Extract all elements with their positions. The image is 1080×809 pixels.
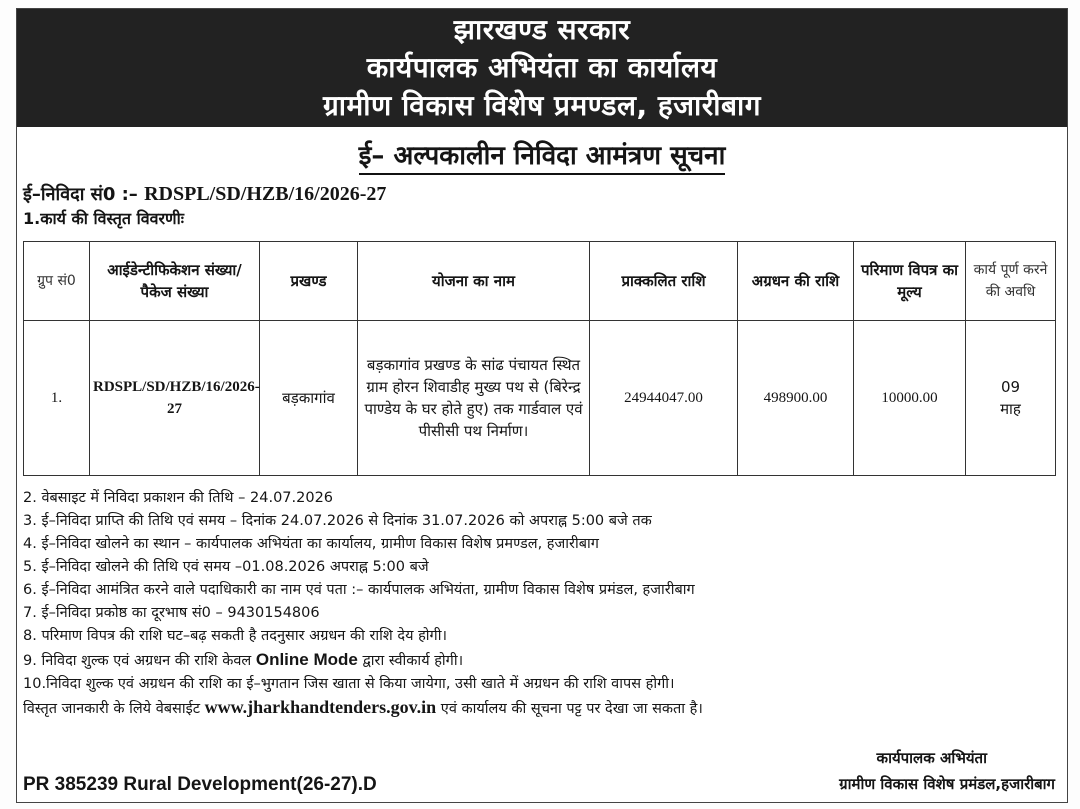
period-value: 09 (1000, 378, 1021, 396)
cell-package: RDSPL/SD/HZB/16/2026-27 (90, 321, 260, 476)
office-name: कार्यपालक अभियंता का कार्यालय (366, 51, 718, 84)
work-details-table (23, 241, 1056, 476)
table-header-row (24, 242, 1056, 321)
notice-title: ई– अल्पकालीन निविदा आमंत्रण सूचना (17, 141, 1067, 171)
cell-earnest: 498900.00 (738, 321, 854, 476)
section-heading: 1.कार्य की विस्तृत विवरणीः (23, 209, 184, 228)
cell-period (966, 321, 1056, 476)
period-unit: माह (1000, 400, 1021, 418)
website-link[interactable]: www.jharkhandtenders.gov.in (204, 697, 437, 717)
note-7: 7. ई–निविदा प्रकोष्ठ का दूरभाष सं0 – 9430154806 (23, 605, 320, 621)
col-bill: परिमाण विपत्र का मूल्य (854, 242, 966, 321)
col-group: ग्रुप सं0 (24, 242, 90, 321)
division-name: ग्रामीण विकास विशेष प्रमण्डल, हजारीबाग (322, 89, 761, 122)
online-mode-text: Online Mode (255, 650, 358, 669)
col-scheme: योजना का नाम (358, 242, 590, 321)
col-period: कार्य पूर्ण करने की अवधि (966, 242, 1056, 321)
tender-notice (16, 8, 1068, 803)
cell-bill: 10000.00 (854, 321, 966, 476)
cell-estimate: 24944047.00 (590, 321, 738, 476)
cell-group: 1. (24, 321, 90, 476)
note-4: 4. ई–निविदा खोलने का स्थान – कार्यपालक अभियंता का कार्यालय, ग्रामीण विकास विशेष प्रमण्डल, हजारीबाग (23, 536, 599, 552)
notes-list (23, 487, 1063, 721)
reference-label: ई–निविदा सं0 :– (23, 184, 138, 205)
note-6: 6. ई–निविदा आमंत्रित करने वाले पदाधिकारी का नाम एवं पता :– कार्यपालक अभियंता, ग्रामीण विकास विशेष प्रमंडल, हजारीबाग (23, 582, 695, 598)
table-row (24, 321, 1056, 476)
reference-value: RDSPL/SD/HZB/16/2026-27 (144, 183, 387, 205)
pr-number: PR 385239 Rural Development(26-27).D (23, 774, 377, 795)
note-2: 2. वेबसाइट में निविदा प्रकाशन की तिथि – 24.07.2026 (23, 490, 334, 506)
signature-office: ग्रामीण विकास विशेष प्रमंडल,हजारीबाग (839, 775, 1055, 793)
govt-name: झारखण्ड सरकार (453, 13, 631, 46)
header-banner (17, 9, 1067, 127)
note-5: 5. ई–निविदा खोलने की तिथि एवं समय –01.08.2026 अपराह्न 5:00 बजे (23, 559, 429, 575)
note-8: 8. परिमाण विपत्र की राशि घट–बढ़ सकती है तदनुसार अग्रधन की राशि देय होगी। (23, 628, 447, 644)
cell-block: बड़कागांव (260, 321, 358, 476)
col-estimate: प्राक्कलित राशि (590, 242, 738, 321)
note-10: 10.निविदा शुल्क एवं अग्रधन की राशि का ई–भुगतान जिस खाता से किया जायेगा, उसी खाते में अग्रधन की राशि वापस होगी। (23, 676, 675, 692)
col-package: आईडेन्टीफिकेशन संख्या/पैकेज संख्या (90, 242, 260, 321)
cell-scheme: बड़कागांव प्रखण्ड के सांढ पंचायत स्थित ग्राम होरन शिवाडीह मुख्य पथ से (बिरेन्द्र पाण्डेय के घर होते हुए) तक गार्डवाल एवं पीसीसी पथ निर्माण। (358, 321, 590, 476)
col-earnest: अग्रधन की राशि (738, 242, 854, 321)
col-block: प्रखण्ड (260, 242, 358, 321)
tender-reference (23, 183, 1067, 206)
info-line: विस्तृत जानकारी के लिये वेबसाईट www.jharkhandtenders.gov.in एवं कार्यालय की सूचना पट्ट पर देखा जा सकता है। (23, 697, 703, 717)
signature-title: कार्यपालक अभियंता (876, 749, 987, 767)
note-3: 3. ई–निविदा प्राप्ति की तिथि एवं समय – दिनांक 24.07.2026 से दिनांक 31.07.2026 को अपराह्न 5:00 बजे तक (23, 513, 652, 529)
note-9: 9. निविदा शुल्क एवं अग्रधन की राशि केवल Online Mode द्वारा स्वीकार्य होगी। (23, 650, 464, 669)
